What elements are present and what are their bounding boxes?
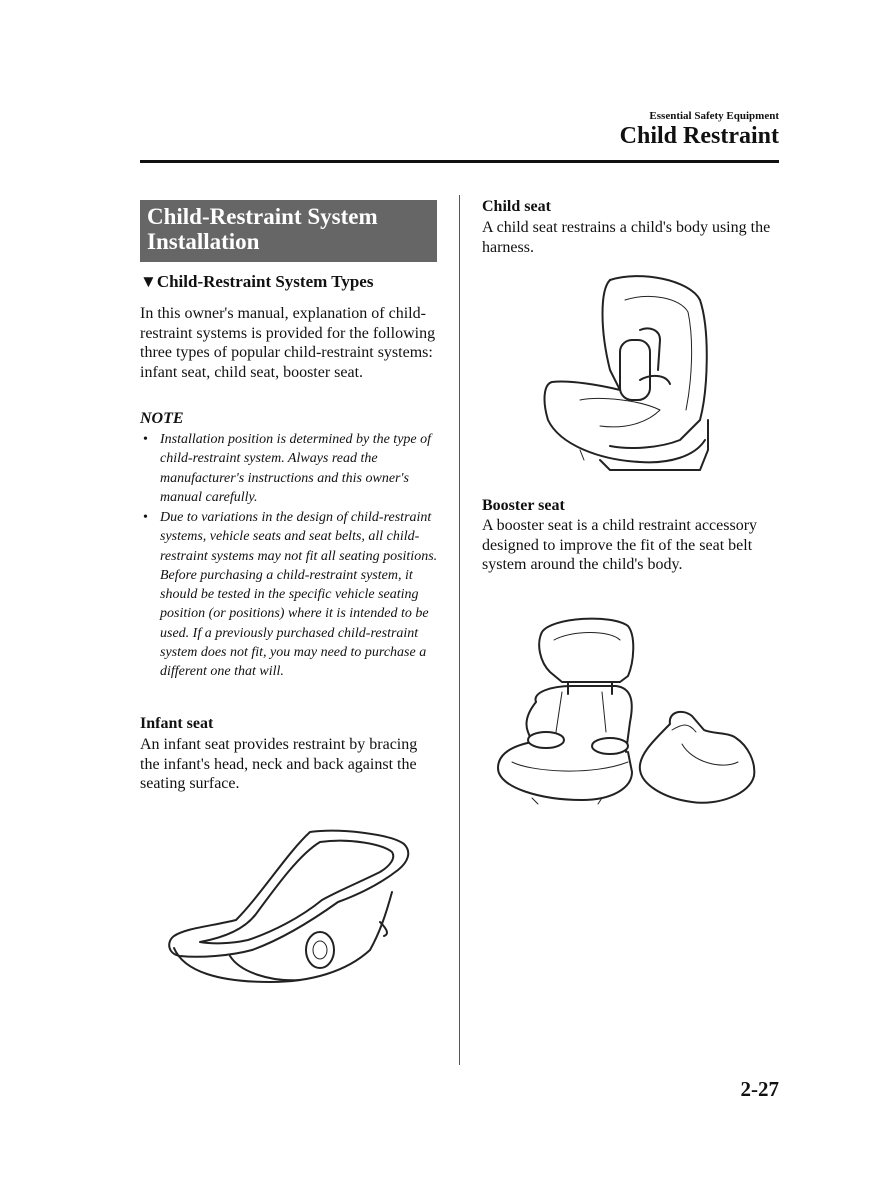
infant-seat-heading: Infant seat [140,715,214,732]
note-list [140,508,440,682]
page-title: Child Restraint [619,123,779,149]
child-seat-heading: Child seat [482,198,551,215]
page-number: 2-27 [740,1077,779,1101]
infant-seat-illustration [160,822,420,1002]
triangle-down-icon: ▼ [140,272,157,291]
booster-seat-illustration [492,612,772,812]
booster-seat-heading: Booster seat [482,497,565,514]
note-list [140,430,440,507]
section-label: Essential Safety Equipment [649,110,779,122]
column-divider [459,195,460,1065]
subsection-heading [140,272,373,292]
child-seat-text: A child seat restrains a child's body using the harness. [482,219,771,256]
header-rule [140,160,779,163]
child-seat-illustration [540,270,720,480]
note-item: • Due to variations in the design of child-restraint systems, vehicle seats and seat belts, all child-restraint systems may not fit all seating positions. Before purchasing a child-restraint system, it should be tested in the specific vehicle seating position (or positions) where it is intended to be used. If a previously purchased child-restraint system does not fit, you may need to purchase a different one that will. [140,508,440,682]
note-label: NOTE [140,410,184,427]
intro-paragraph: In this owner's manual, explanation of child-restraint systems is provided for the following three types of popular child-restraint systems: infant seat, child seat, booster seat. [140,305,436,381]
section-heading: Child-Restraint System Installation [140,200,437,262]
booster-seat-text: A booster seat is a child restraint accessory designed to improve the fit of the seat belt system around the child's body. [482,517,758,573]
note-item: • Installation position is determined by the type of child-restraint system. Always read the manufacturer's instructions and this owner's manual carefully. [140,430,440,507]
infant-seat-text: An infant seat provides restraint by bracing the infant's head, neck and back against the seating surface. [140,736,418,792]
subsection-title: Child-Restraint System Types [156,272,374,291]
